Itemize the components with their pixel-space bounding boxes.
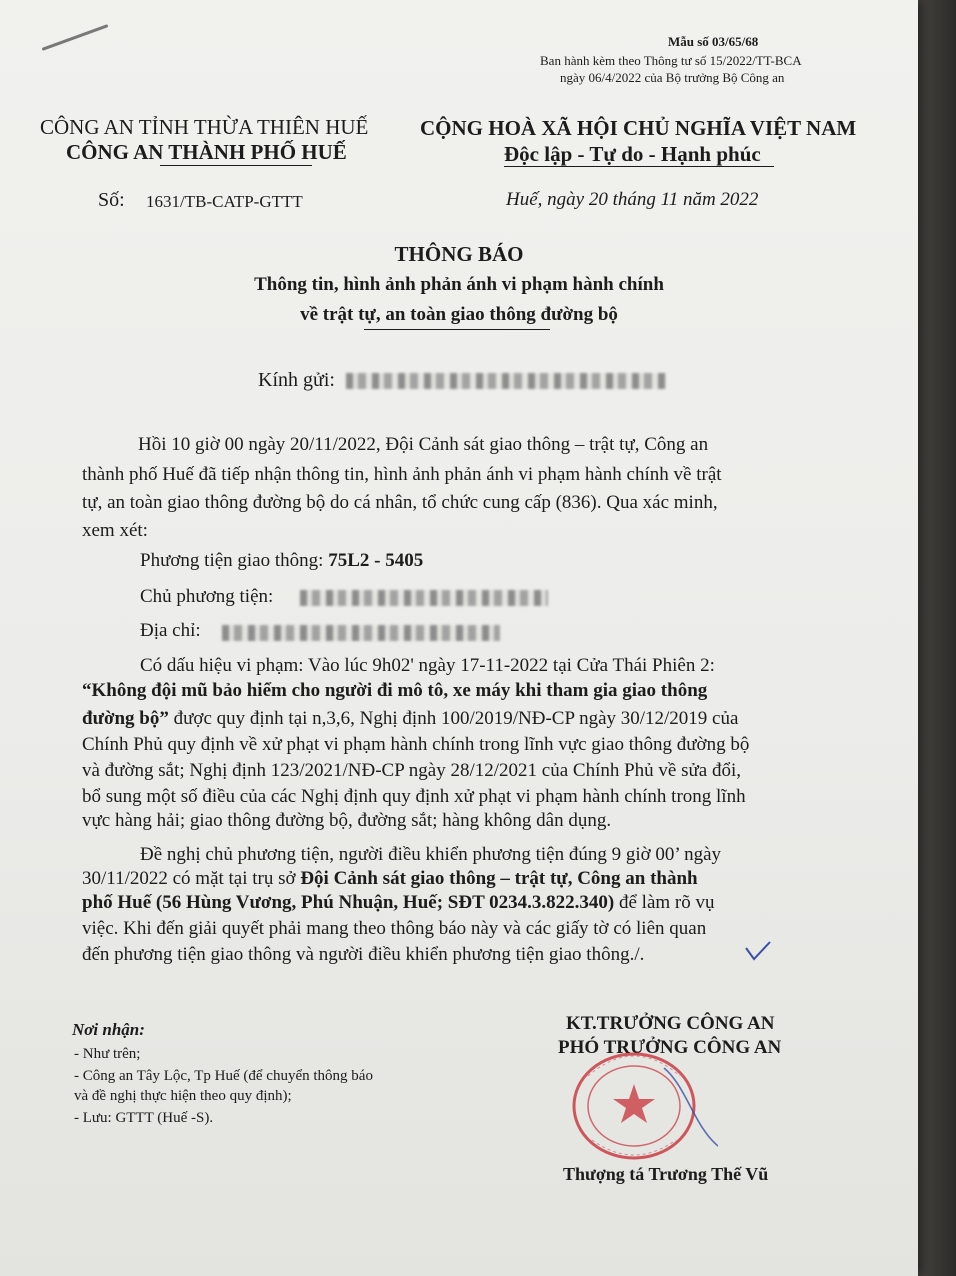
nation-title: CỘNG HOÀ XÃ HỘI CHỦ NGHĨA VIỆT NAM — [420, 116, 857, 140]
official-seal-icon — [568, 1046, 718, 1164]
request-line-1: Đề nghị chủ phương tiện, người điều khiển phương tiện đúng 9 giờ 00’ ngày — [140, 844, 722, 865]
pen-mark — [42, 24, 109, 51]
request-line-2 — [82, 868, 698, 890]
recipient-item: - Lưu: GTTT (Huế -S). — [74, 1110, 214, 1126]
request-line-3 — [82, 892, 715, 914]
request-2b: Đội Cảnh sát giao thông – trật tự, Công an thành — [300, 868, 698, 889]
owner-label: Chủ phương tiện: — [140, 586, 274, 607]
address-label: Địa chỉ: — [140, 620, 201, 641]
handwritten-check-icon — [744, 940, 772, 962]
redacted-owner — [300, 590, 548, 606]
redacted-address — [222, 625, 500, 641]
recipient-item: - Như trên; — [74, 1046, 141, 1062]
form-note-line2: ngày 06/4/2022 của Bộ trưởng Bộ Công an — [560, 70, 785, 85]
request-line-4: việc. Khi đến giải quyết phải mang theo thông báo này và các giấy tờ có liên quan — [82, 918, 707, 939]
violation-line: bổ sung một số điều của các Nghị định quy định xử phạt vi phạm hành chính trong lĩnh — [82, 786, 746, 807]
org-unit: CÔNG AN THÀNH PHỐ HUẾ — [66, 140, 347, 164]
doc-subtitle-line2: về trật tự, an toàn giao thông đường bộ — [300, 304, 618, 325]
violation-line: vực hàng hải; giao thông đường bộ, đường sắt; hàng không dân dụng. — [82, 810, 612, 831]
signature-title-1: KT.TRƯỞNG CÔNG AN — [566, 1013, 775, 1034]
doc-subtitle-line1: Thông tin, hình ảnh phản ánh vi phạm hành chính — [254, 274, 664, 295]
recipients-title: Nơi nhận: — [72, 1020, 145, 1039]
violation-bold-2: đường bộ” — [82, 708, 169, 729]
doc-number: 1631/TB-CATP-GTTT — [146, 192, 303, 211]
para1-line: xem xét: — [82, 520, 148, 541]
motto-underline — [504, 166, 774, 167]
form-note-line1: Ban hành kèm theo Thông tư số 15/2022/TT-BCA — [540, 53, 802, 68]
doc-number-label: Số: — [98, 189, 125, 211]
violation-bold-1: “Không đội mũ bảo hiểm cho người đi mô tô, xe máy khi tham gia giao thông — [82, 680, 708, 701]
vehicle-plate: 75L2 - 5405 — [328, 550, 424, 571]
vehicle-row — [140, 550, 423, 572]
org-parent: CÔNG AN TỈNH THỪA THIÊN HUẾ — [40, 115, 369, 139]
violation-line-2 — [82, 708, 738, 730]
request-3b: để làm rõ vụ — [614, 892, 715, 913]
request-line-5: đến phương tiện giao thông và người điều khiển phương tiện giao thông./. — [82, 944, 645, 965]
recipient-item: - Công an Tây Lộc, Tp Huế (để chuyển thông báo — [74, 1068, 373, 1084]
violation-intro: Có dấu hiệu vi phạm: Vào lúc 9h02' ngày 17-11-2022 tại Cửa Thái Phiên 2: — [140, 655, 715, 676]
subtitle-underline — [364, 329, 550, 330]
signature-title-2: PHÓ TRƯỞNG CÔNG AN — [558, 1037, 782, 1058]
form-number: Mẫu số 03/65/68 — [668, 34, 759, 49]
doc-title: THÔNG BÁO — [394, 242, 524, 266]
violation-line: Chính Phủ quy định về xử phạt vi phạm hành chính trong lĩnh vực giao thông đường bộ — [82, 734, 750, 755]
violation-line: và đường sắt; Nghị định 123/2021/NĐ-CP ngày 28/12/2021 của Chính Phủ về sửa đổi, — [82, 760, 742, 781]
recipient-item: và đề nghị thực hiện theo quy định); — [74, 1088, 292, 1104]
redacted-recipient — [346, 373, 666, 389]
violation-rest-2: được quy định tại n,3,6, Nghị định 100/2019/NĐ-CP ngày 30/12/2019 của — [168, 708, 739, 729]
para1-line: tự, an toàn giao thông đường bộ do cá nhân, tổ chức cung cấp (836). Qua xác minh, — [82, 492, 718, 513]
vehicle-label: Phương tiện giao thông: — [140, 550, 324, 571]
signer-name: Thượng tá Trương Thế Vũ — [563, 1164, 769, 1184]
recipient-label: Kính gửi: — [258, 369, 335, 391]
doc-date: Huế, ngày 20 tháng 11 năm 2022 — [506, 189, 759, 210]
request-3a: phố Huế (56 Hùng Vương, Phú Nhuận, Huế; SĐT 0234.3.822.340) — [82, 892, 615, 913]
request-2a: 30/11/2022 có mặt tại trụ sở — [82, 868, 301, 889]
para1-line: thành phố Huế đã tiếp nhận thông tin, hình ảnh phản ánh vi phạm hành chính về trật — [82, 464, 722, 485]
para1-line: Hồi 10 giờ 00 ngày 20/11/2022, Đội Cảnh sát giao thông – trật tự, Công an — [138, 434, 709, 455]
motto: Độc lập - Tự do - Hạnh phúc — [504, 142, 761, 166]
org-underline — [160, 165, 312, 166]
